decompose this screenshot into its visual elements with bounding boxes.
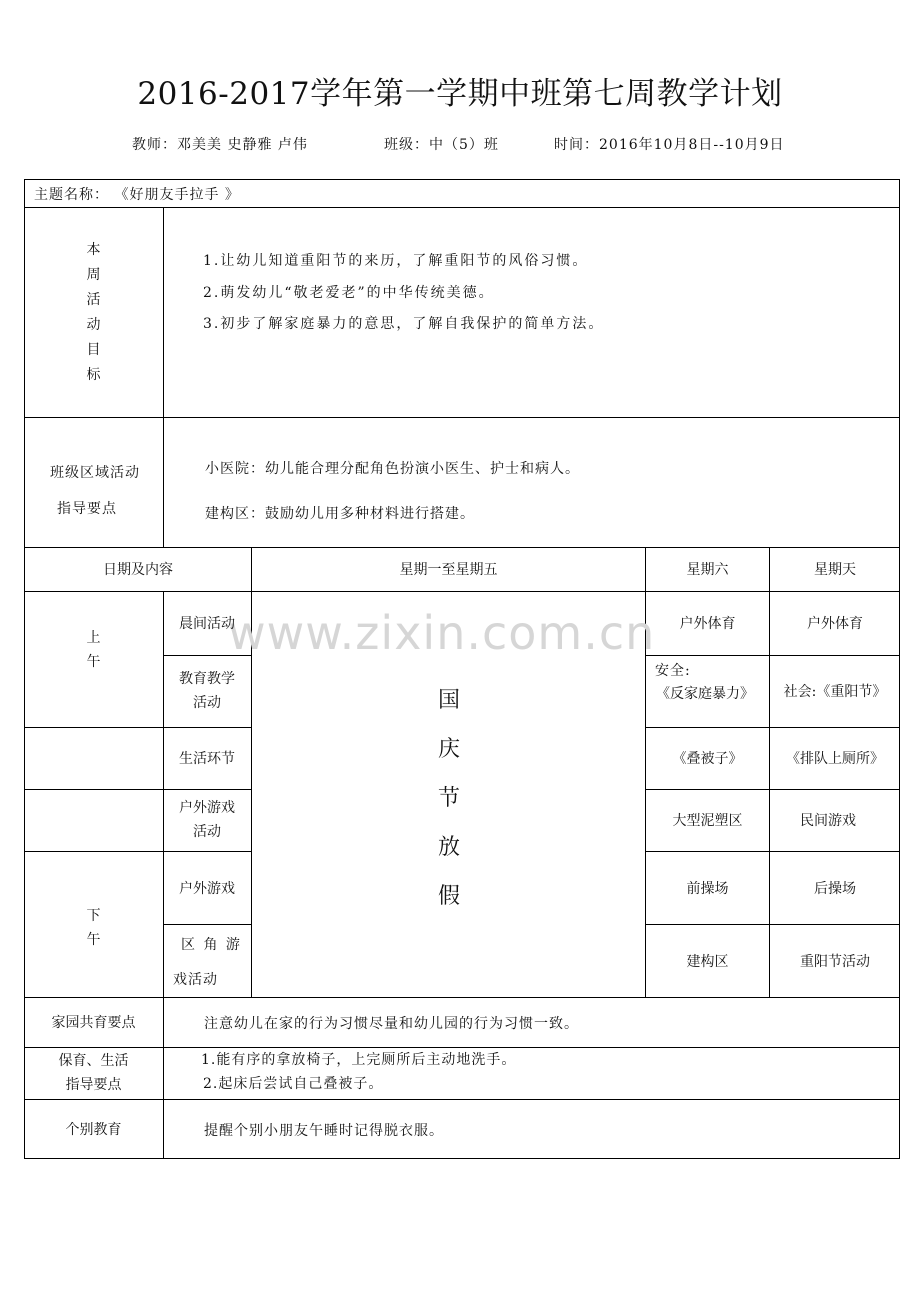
theme-name: 主题名称： 《好朋友手拉手 》 xyxy=(34,187,240,203)
row-label-morning: 晨间活动 xyxy=(179,616,235,632)
sat-morning: 户外体育 xyxy=(679,616,736,632)
header-weekdays: 星期一至星期五 xyxy=(399,562,498,578)
goal-item: 3.初步了解家庭暴力的意思，了解自我保护的简单方法。 xyxy=(203,316,605,332)
row-label-teaching: 教育教学 活动 xyxy=(179,671,235,711)
row-label-corner-line1: 区 角 游 xyxy=(181,937,242,953)
goal-item: 2.萌发幼儿“敬老爱老”的中华传统美德。 xyxy=(203,285,495,301)
holiday-char: 放 xyxy=(437,835,460,860)
care-line: 2.起床后尝试自己叠被子。 xyxy=(203,1076,384,1092)
sat-teaching-line1: 安全: xyxy=(655,663,691,679)
watermark: www.zixin.com.cn xyxy=(228,606,656,660)
area-label-line2: 指导要点 xyxy=(57,501,117,517)
goal-item: 1.让幼儿知道重阳节的来历，了解重阳节的风俗习惯。 xyxy=(203,253,589,269)
rule xyxy=(163,997,164,1159)
rule xyxy=(163,207,164,547)
class-info: 班级：中（5）班 xyxy=(384,137,499,153)
area-label-line1: 班级区域活动 xyxy=(50,465,140,481)
rule xyxy=(24,417,900,418)
rule xyxy=(251,547,252,997)
sun-corner: 重阳节活动 xyxy=(800,953,870,970)
goals-label xyxy=(24,238,163,388)
row-label-outdoor-pm: 户外游戏 xyxy=(179,880,235,897)
goals-label-char: 本 xyxy=(86,242,101,258)
teachers-info: 教师：邓美美 史静雅 卢伟 xyxy=(132,137,308,153)
individual-text: 提醒个别小朋友午睡时记得脱衣服。 xyxy=(204,1123,444,1139)
row-label-life: 生活环节 xyxy=(179,751,235,767)
goals-label-char: 标 xyxy=(86,367,101,383)
goals-label-char: 动 xyxy=(86,317,101,333)
home-label: 家园共育要点 xyxy=(51,1015,136,1031)
holiday-char: 假 xyxy=(437,884,460,909)
home-text: 注意幼儿在家的行为习惯尽量和幼儿园的行为习惯一致。 xyxy=(204,1016,579,1032)
area-line: 建构区：鼓励幼儿用多种材料进行搭建。 xyxy=(205,506,475,522)
sun-outdoor-am: 民间游戏 xyxy=(800,813,856,829)
care-line: 1.能有序的拿放椅子，上完厕所后主动地洗手。 xyxy=(201,1052,517,1068)
sat-corner: 建构区 xyxy=(686,953,729,970)
sat-teaching-line2: 《反家庭暴力》 xyxy=(656,686,754,702)
care-label: 保育、生活 指导要点 xyxy=(58,1053,129,1093)
sun-teaching: 社会:《重阳节》 xyxy=(783,684,887,700)
area-line: 小医院：幼儿能合理分配角色扮演小医生、护士和病人。 xyxy=(205,461,580,477)
rule xyxy=(163,924,252,925)
header-saturday: 星期六 xyxy=(686,562,729,578)
goals-label-char: 周 xyxy=(86,267,101,283)
sun-morning: 户外体育 xyxy=(807,616,863,632)
page-title: 2016-2017学年第一学期中班第七周教学计划 xyxy=(137,76,783,112)
time-info: 时间：2016年10月8日--10月9日 xyxy=(554,137,785,153)
sun-outdoor-pm: 后操场 xyxy=(814,880,856,897)
holiday-char: 国 xyxy=(437,688,460,713)
rule xyxy=(24,207,900,208)
header-sunday: 星期天 xyxy=(814,562,856,578)
row-label-outdoor-am: 户外游戏 活动 xyxy=(179,800,235,840)
goals-label-char: 活 xyxy=(86,292,101,308)
header-date: 日期及内容 xyxy=(103,562,173,578)
row-label-corner-line2: 戏活动 xyxy=(173,972,218,988)
goals-label-char: 目 xyxy=(86,342,101,358)
sat-outdoor-pm: 前操场 xyxy=(686,880,729,897)
sun-life: 《排队上厕所》 xyxy=(786,751,884,767)
holiday-char: 庆 xyxy=(437,737,460,762)
individual-label: 个别教育 xyxy=(65,1122,122,1138)
sat-life: 《叠被子》 xyxy=(672,751,743,767)
afternoon-label: 下 午 xyxy=(86,908,101,948)
morning-label: 上 午 xyxy=(86,630,101,670)
holiday-char: 节 xyxy=(437,786,460,811)
sat-outdoor-am: 大型泥塑区 xyxy=(672,813,743,829)
